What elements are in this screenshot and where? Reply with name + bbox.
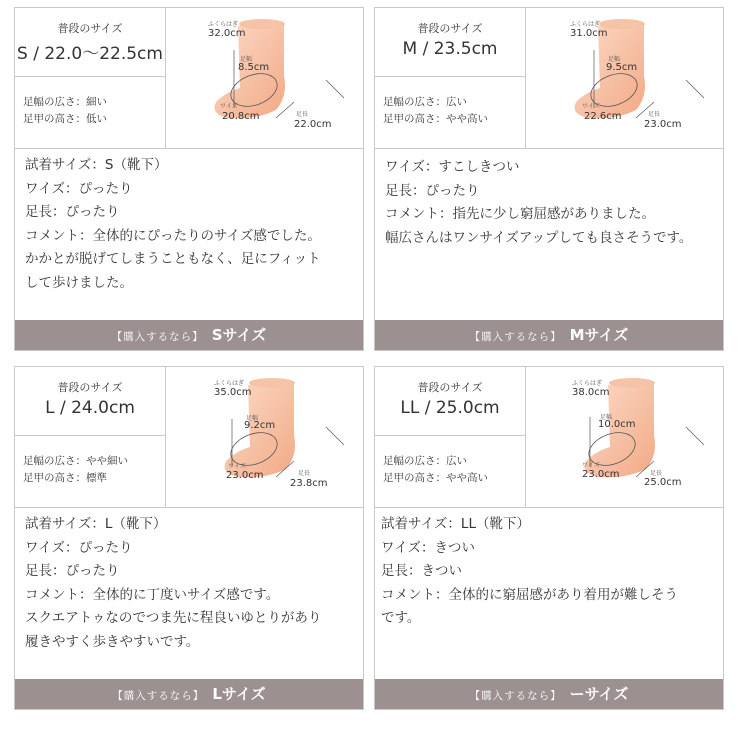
length-label: 足長 [298, 470, 311, 477]
calf-label: ふくらはぎ [572, 380, 603, 387]
foot-illustration-icon [526, 8, 723, 148]
width-label: ワイズ [220, 103, 238, 110]
normal-size-box [375, 367, 525, 436]
review-text [381, 513, 721, 631]
instep-height-text: 足甲の高さ：やや高い [383, 472, 488, 484]
ankle-label: 足幅 [240, 56, 253, 63]
review-line: 幅広さんはワンサイズアップしても良さそうです。 [385, 229, 693, 246]
size-info [15, 367, 166, 507]
normal-size-value: LL / 25.0cm [400, 398, 500, 418]
review-line: 足長：ぴったり [25, 563, 120, 579]
width-label: ワイズ [228, 463, 246, 470]
width-value: 22.6cm [584, 111, 622, 122]
length-label: 足長 [650, 470, 663, 477]
review-line: コメント：全体的に丁度いサイズ感です。 [25, 586, 280, 603]
review-line: ワイズ：ぴったり [25, 180, 133, 197]
width-value: 23.0cm [226, 470, 264, 481]
foot-shape-info [23, 94, 163, 128]
recommend-size: Sサイズ [211, 326, 267, 344]
recommendation-bar [15, 320, 363, 350]
review-text [25, 513, 365, 654]
card-top [15, 8, 363, 149]
foot-diagram [166, 367, 363, 507]
recommendation-bar [375, 320, 723, 350]
normal-size-box [15, 8, 165, 77]
review-line: 試着サイズ：L（靴下） [25, 516, 167, 532]
normal-size-label: 普段のサイズ [417, 381, 483, 394]
recommend-prefix: 【購入するなら】 [112, 690, 205, 702]
instep-height-text: 足甲の高さ：標準 [23, 472, 107, 484]
recommend-size: Lサイズ [212, 685, 266, 703]
review-line: スクエアトゥなのでつま先に程良いゆとりがあり [25, 610, 322, 626]
card-top [15, 367, 363, 508]
calf-value: 35.0cm [214, 387, 252, 398]
length-label: 足長 [648, 111, 661, 118]
review-line: かかとが脱げてしまうこともなく、足にフィット [25, 251, 321, 267]
foot-width-text: 足幅の広さ：広い [383, 96, 467, 108]
calf-value: 31.0cm [570, 28, 608, 39]
foot-shape-info [23, 453, 163, 487]
card-top [375, 367, 723, 508]
foot-illustration-icon [526, 367, 723, 507]
length-value: 22.0cm [294, 119, 332, 130]
calf-value: 32.0cm [208, 28, 246, 39]
review-line: 試着サイズ：S（靴下） [25, 157, 168, 173]
recommendation-bar [15, 679, 363, 709]
review-line: 履きやすく歩きやすいです。 [25, 633, 200, 650]
size-card-m [374, 7, 724, 351]
review-line: コメント：全体的にぴったりのサイズ感でした。 [25, 227, 321, 244]
size-info [375, 367, 526, 507]
review-line: して歩けました。 [25, 274, 133, 291]
foot-width-text: 足幅の広さ：広い [383, 455, 467, 467]
ankle-value: 10.0cm [598, 419, 636, 430]
review-line: 足長：きつい [381, 563, 462, 579]
foot-shape-info [383, 453, 523, 487]
review-line: ワイズ：ぴったり [25, 539, 133, 556]
normal-size-value: S / 22.0〜22.5cm [17, 44, 163, 64]
foot-illustration-icon [166, 367, 363, 507]
normal-size-label: 普段のサイズ [57, 22, 123, 35]
foot-diagram [526, 367, 723, 507]
calf-value: 38.0cm [572, 387, 610, 398]
recommend-prefix: 【購入するなら】 [111, 331, 204, 343]
foot-diagram [166, 8, 363, 148]
calf-label: ふくらはぎ [208, 21, 239, 28]
review-text [25, 154, 365, 295]
review-text [385, 156, 725, 250]
normal-size-box [375, 8, 525, 77]
normal-size-value: L / 24.0cm [45, 398, 135, 418]
length-label: 足長 [296, 111, 309, 118]
card-top [375, 8, 723, 149]
recommend-prefix: 【購入するなら】 [469, 331, 562, 343]
review-line: ワイズ：すこしきつい [385, 159, 520, 175]
recommendation-bar [375, 679, 723, 709]
normal-size-box [15, 367, 165, 436]
length-value: 25.0cm [644, 477, 682, 488]
width-value: 20.8cm [222, 111, 260, 122]
length-value: 23.0cm [644, 119, 682, 130]
ankle-label: 足幅 [608, 56, 621, 63]
length-value: 23.8cm [290, 478, 328, 489]
foot-shape-info [383, 94, 523, 128]
recommend-prefix: 【購入するなら】 [469, 690, 562, 702]
foot-width-text: 足幅の広さ：細い [23, 96, 107, 108]
review-line: 試着サイズ：LL（靴下） [381, 516, 530, 532]
ankle-value: 9.2cm [244, 420, 276, 431]
review-line: 足長：ぴったり [385, 182, 480, 199]
foot-width-text: 足幅の広さ：やや細い [23, 455, 128, 467]
review-line: ワイズ：きつい [381, 539, 475, 556]
size-card-l [14, 366, 364, 710]
review-line: 足長：ぴったり [25, 204, 120, 220]
foot-illustration-icon [166, 8, 363, 148]
ankle-value: 9.5cm [606, 62, 638, 73]
review-line: コメント：全体的に窮屈感があり着用が難しそう [381, 586, 678, 603]
ankle-label: 足幅 [246, 415, 259, 422]
review-line: です。 [381, 610, 421, 626]
normal-size-value: M / 23.5cm [402, 39, 498, 59]
instep-height-text: 足甲の高さ：低い [23, 113, 107, 125]
calf-label: ふくらはぎ [570, 21, 601, 28]
calf-label: ふくらはぎ [214, 380, 245, 387]
instep-height-text: 足甲の高さ：やや高い [383, 113, 488, 125]
normal-size-label: 普段のサイズ [57, 381, 123, 394]
width-label: ワイズ [582, 462, 600, 469]
ankle-label: 足幅 [600, 414, 613, 421]
width-value: 23.0cm [582, 469, 620, 480]
normal-size-label: 普段のサイズ [417, 22, 483, 35]
width-label: ワイズ [582, 103, 600, 110]
size-info [15, 8, 166, 148]
review-line: コメント：指先に少し窮屈感がありました。 [385, 206, 655, 222]
recommend-size: Mサイズ [569, 326, 629, 344]
size-info [375, 8, 526, 148]
size-card-s [14, 7, 364, 351]
foot-diagram [526, 8, 723, 148]
size-card-ll [374, 366, 724, 710]
recommend-size: ーサイズ [569, 685, 629, 703]
ankle-value: 8.5cm [238, 62, 270, 73]
